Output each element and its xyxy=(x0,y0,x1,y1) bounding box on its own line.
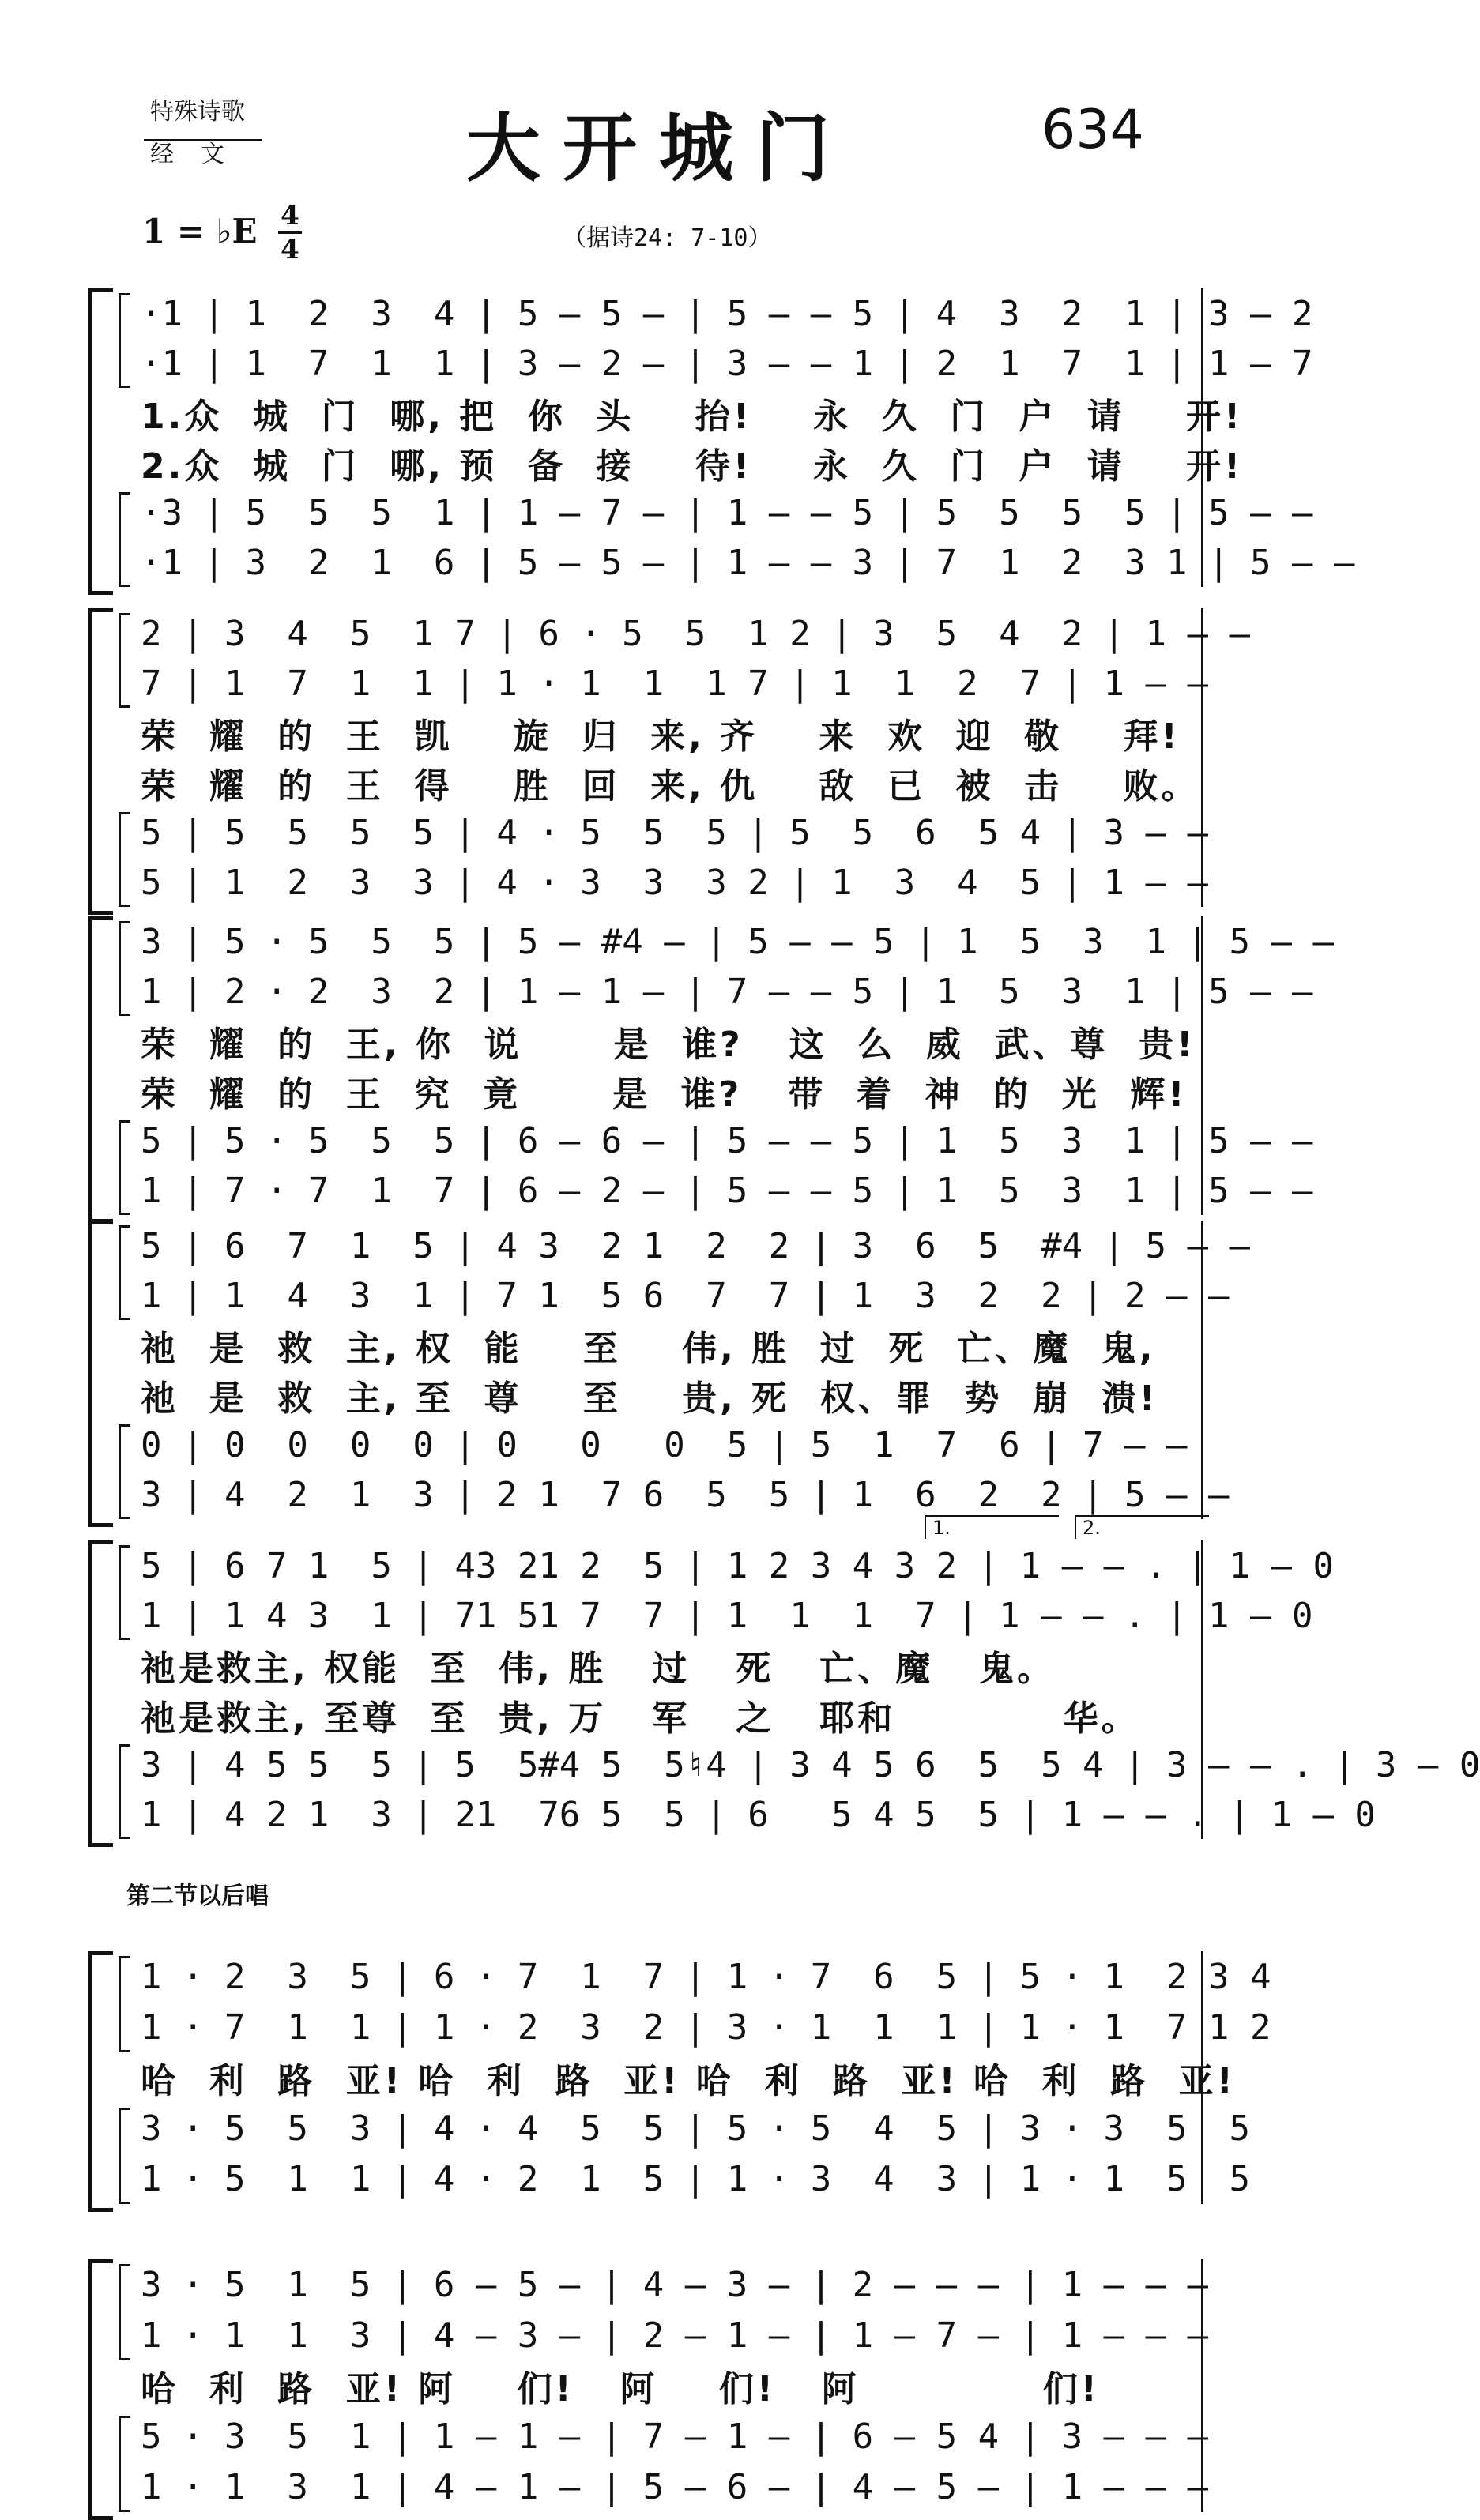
notation-text: ·1 | 1 2 3 4 | 5 — 5 — | 5 — — 5 | 4 3 2 1 | 3 — 2 xyxy=(141,293,1313,334)
notation-text: 3 | 5 · 5 5 5 | 5 — #4 — | 5 — — 5 | 1 5 3 1 | 5 — — xyxy=(141,921,1334,962)
notation-text: 5 | 6 7 1 5 | 4 3 2 1 2 2 | 3 6 5 #4 | 5 — — xyxy=(141,1225,1250,1266)
notation-line xyxy=(0,1540,1334,1591)
scripture-reference: （据诗24: 7-10） xyxy=(563,224,772,252)
key-signature: 1 = ♭E xyxy=(142,212,258,250)
notation-text: 3 · 5 1 5 | 6 — 5 — | 4 — 3 — | 2 — — — | 1 — — — xyxy=(141,2264,1209,2305)
notation-text: 5 | 5 · 5 5 5 | 6 — 6 — | 5 — — 5 | 1 5 3 1 | 5 — — xyxy=(141,1120,1313,1161)
notation-text: 1 | 2 · 2 3 2 | 1 — 1 — | 7 — — 5 | 1 5 3 1 | 5 — — xyxy=(141,971,1313,1012)
footnote: 第二节以后唱 xyxy=(126,1882,269,1910)
notation-text: 5 | 5 5 5 5 | 4 · 5 5 5 | 5 5 6 5 4 | 3 — — xyxy=(141,812,1209,853)
hymn-number: 634 xyxy=(1041,99,1144,161)
barline xyxy=(1201,1221,1203,1519)
notation-line xyxy=(0,2002,1306,2052)
notation-line xyxy=(0,1590,1313,1641)
lyric-text: 哈 利 路 亚! 阿 们! 阿 们! 阿 们! xyxy=(141,2369,1100,2409)
lyric-line xyxy=(0,1640,1306,1691)
notation-line xyxy=(0,966,1313,1017)
volta-ending: 2. xyxy=(1075,1515,1209,1539)
notation-line xyxy=(0,2462,1306,2512)
lyric-text: 祂 是 救 主, 权 能 至 伟, 胜 过 死 亡、魔 鬼, xyxy=(141,1329,1156,1369)
notation-line xyxy=(0,2153,1306,2204)
volta-ending: 1. xyxy=(925,1515,1059,1539)
meter-top: 4 xyxy=(281,200,299,231)
category-label: 特殊诗歌 xyxy=(150,98,245,126)
barline xyxy=(1201,608,1203,907)
notation-text: 1 | 4 2 1 3 | 21 76 5 5 | 6 5 4 5 5 | 1 — — . | 1 — 0 xyxy=(141,1794,1376,1835)
notation-line xyxy=(0,288,1313,339)
notation-text: 1 · 2 3 5 | 6 · 7 1 7 | 1 · 7 6 5 | 5 · 1 2 3 4 xyxy=(141,1956,1271,1997)
barline xyxy=(1201,288,1203,587)
lyric-line xyxy=(0,2360,1306,2411)
notation-text: 1 · 5 1 1 | 4 · 2 1 5 | 1 · 3 4 3 | 1 · 1 5 5 xyxy=(141,2158,1250,2199)
notation-line xyxy=(0,1740,1480,1790)
notation-line xyxy=(0,537,1355,588)
lyric-line xyxy=(0,1320,1306,1371)
lyric-text: 祂是救主, 权能 至 伟, 胜 过 死 亡、魔 鬼。 xyxy=(141,1649,1056,1689)
notation-text: 1 | 1 4 3 1 | 71 51 7 7 | 1 1 1 7 | 1 — — . | 1 — 0 xyxy=(141,1595,1313,1636)
notation-text: 3 · 5 5 3 | 4 · 4 5 5 | 5 · 5 4 5 | 3 · 3 5 5 xyxy=(141,2108,1250,2149)
lyric-text: 荣 耀 的 王, 你 说 是 谁? 这 么 威 武、尊 贵! xyxy=(141,1025,1196,1065)
barline xyxy=(1201,1540,1203,1839)
notation-line xyxy=(0,658,1306,709)
meter-bottom: 4 xyxy=(281,234,299,265)
lyric-text: 荣 耀 的 王 究 竟 是 谁? 带 着 神 的 光 辉! xyxy=(141,1074,1188,1115)
notation-line xyxy=(0,487,1313,538)
time-signature xyxy=(278,202,302,263)
notation-text: 5 · 3 5 1 | 1 — 1 — | 7 — 1 — | 6 — 5 4 | 3 — — — xyxy=(141,2416,1209,2457)
notation-text: 3 | 4 5 5 5 | 5 5#4 5 5♮4 | 3 4 5 6 5 5 4 | 3 — — . | 3 — 0 xyxy=(141,1744,1480,1785)
lyric-line xyxy=(0,1370,1306,1420)
lyric-line xyxy=(0,708,1306,758)
notation-text: 3 | 4 2 1 3 | 2 1 7 6 5 5 | 1 6 2 2 | 5 — — xyxy=(141,1474,1230,1515)
notation-text: 7 | 1 7 1 1 | 1 · 1 1 1 7 | 1 1 2 7 | 1 — — xyxy=(141,663,1209,704)
notation-line xyxy=(0,1789,1376,1840)
lyric-line xyxy=(0,1690,1306,1740)
notation-line xyxy=(0,1420,1306,1470)
notation-line xyxy=(0,2259,1306,2310)
notation-text: 5 | 1 2 3 3 | 4 · 3 3 3 2 | 1 3 4 5 | 1 — — xyxy=(141,862,1209,903)
notation-line xyxy=(0,916,1334,967)
notation-text: 2 | 3 4 5 1 7 | 6 · 5 5 1 2 | 3 5 4 2 | 1 — — xyxy=(141,613,1250,654)
notation-line xyxy=(0,2103,1306,2153)
notation-line xyxy=(0,2411,1306,2462)
notation-line xyxy=(0,1221,1306,1271)
notation-text: 1 | 1 4 3 1 | 7 1 5 6 7 7 | 1 3 2 2 | 2 — — xyxy=(141,1275,1230,1316)
notation-text: 1 · 1 1 3 | 4 — 3 — | 2 — 1 — | 1 — 7 — | 1 — — — xyxy=(141,2315,1209,2356)
lyric-line xyxy=(0,438,1306,488)
notation-line xyxy=(0,2310,1306,2360)
lyric-text: 祂 是 救 主, 至 尊 至 贵, 死 权、罪 势 崩 溃! xyxy=(141,1378,1158,1419)
notation-line xyxy=(0,1115,1313,1166)
lyric-text: 1.众 城 门 哪, 把 你 头 抬! 永 久 门 户 请 开! xyxy=(141,397,1244,437)
notation-text: 1 · 1 3 1 | 4 — 1 — | 5 — 6 — | 4 — 5 — | 1 — — — xyxy=(141,2466,1209,2507)
notation-line xyxy=(0,338,1313,389)
lyric-text: 荣 耀 的 王 得 胜 回 来, 仇 敌 已 被 击 败。 xyxy=(141,766,1199,807)
page-title: 大开城门 xyxy=(466,106,853,192)
lyric-line xyxy=(0,2052,1306,2103)
notation-text: 1 | 7 · 7 1 7 | 6 — 2 — | 5 — — 5 | 1 5 3 1 | 5 — — xyxy=(141,1170,1313,1211)
lyric-text: 荣 耀 的 王 凯 旋 归 来, 齐 来 欢 迎 敬 拜! xyxy=(141,717,1181,757)
notation-line xyxy=(0,1951,1306,2002)
barline xyxy=(1201,916,1203,1215)
lyric-line xyxy=(0,758,1306,808)
lyric-line xyxy=(0,388,1306,438)
notation-line xyxy=(0,807,1306,858)
notation-text: 5 | 6 7 1 5 | 43 21 2 5 | 1 2 3 4 3 2 | 1 — — . | 1 — 0 xyxy=(141,1545,1334,1586)
barline xyxy=(1201,2259,1203,2512)
lyric-text: 2.众 城 门 哪, 预 备 接 待! 永 久 门 户 请 开! xyxy=(141,446,1244,487)
category-sublabel: 经 文 xyxy=(150,141,226,168)
lyric-line xyxy=(0,1016,1306,1066)
notation-line xyxy=(0,1270,1306,1321)
notation-line xyxy=(0,857,1306,908)
notation-text: ·3 | 5 5 5 1 | 1 — 7 — | 1 — — 5 | 5 5 5 5 | 5 — — xyxy=(141,492,1313,533)
barline xyxy=(1201,1951,1203,2204)
lyric-text: 祂是救主, 至尊 至 贵, 万 军 之 耶和 华。 xyxy=(141,1698,1139,1739)
notation-text: 0 | 0 0 0 0 | 0 0 0 5 | 5 1 7 6 | 7 — — xyxy=(141,1424,1188,1465)
notation-text: ·1 | 3 2 1 6 | 5 — 5 — | 1 — — 3 | 7 1 2 3 1 | 5 — — xyxy=(141,542,1355,583)
notation-line xyxy=(0,608,1306,659)
lyric-line xyxy=(0,1066,1306,1116)
lyric-text: 哈 利 路 亚! 哈 利 路 亚! 哈 利 路 亚! 哈 利 路 亚! xyxy=(141,2061,1236,2101)
notation-text: 1 · 7 1 1 | 1 · 2 3 2 | 3 · 1 1 1 | 1 · 1 7 1 2 xyxy=(141,2007,1271,2048)
notation-line xyxy=(0,1165,1313,1216)
notation-text: ·1 | 1 7 1 1 | 3 — 2 — | 3 — — 1 | 2 1 7 1 | 1 — 7 xyxy=(141,343,1313,384)
notation-line xyxy=(0,1469,1306,1520)
